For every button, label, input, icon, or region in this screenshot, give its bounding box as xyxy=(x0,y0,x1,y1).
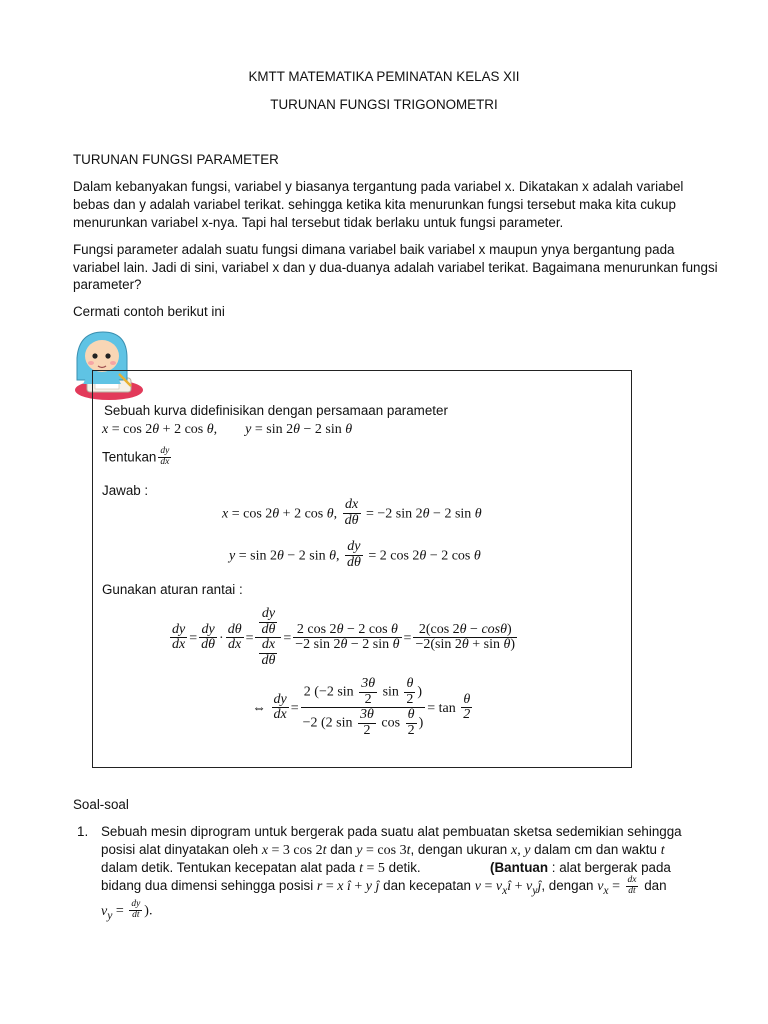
parametric-equations: x = cos 2θ + 2 cos θ, y = sin 2θ − 2 sin θ xyxy=(102,422,353,437)
equation-chain-rule: $\frac{dy}{dx}$ = $\frac{dy}{d\theta}$ · $\frac{d\theta}{dx}$ = $\frac{\frac{dy}{d\theta}}{\frac{dx}{d\theta}}$ = $\frac{\text{2 cos 2θ − 2 cos θ}}{\text{−2 sin 2θ − 2 sin θ}}$ = $\frac{2(\cos 2\theta - \cos\theta)}{\text{−2(sin 2θ + sin θ)}}$ xyxy=(172,606,516,669)
paragraph-line: bebas dan y adalah variabel terikat. sehingga ketika kita menurunkan fungsi tersebut maka kita cukup xyxy=(73,197,676,212)
paragraph-line: parameter? xyxy=(73,277,142,292)
exercise-text: dan xyxy=(330,842,353,857)
exercise-line: dalam detik. Tentukan kecepatan alat pada t = 5 detik. xyxy=(101,860,421,876)
jawab-label: Jawab : xyxy=(102,483,149,498)
exercise-line: $v_y$ = $\frac{dy}{dt}$ ). xyxy=(101,899,153,922)
example-statement: Sebuah kurva didefinisikan dengan persamaan parameter xyxy=(104,403,448,418)
exercise-heading: Soal-soal xyxy=(73,797,129,812)
paragraph-line: Dalam kebanyakan fungsi, variabel y biasanya tergantung pada variabel x. Dikatakan x adalah variabel xyxy=(73,179,684,194)
exercise-text: dalam detik. Tentukan kecepatan alat pada xyxy=(101,860,356,875)
paragraph-line: Fungsi parameter adalah suatu fungsi dimana variabel baik variabel x maupun ynya bergantung pada xyxy=(73,242,675,257)
example-intro: Cermati contoh berikut ini xyxy=(73,304,225,319)
exercise-text: posisi alat dinyatakan oleh xyxy=(101,842,259,857)
exercise-text: dalam cm dan waktu xyxy=(534,842,657,857)
page-title: KMTT MATEMATIKA PEMINATAN KELAS XII xyxy=(248,69,520,84)
exercise-text: dan kecepatan xyxy=(383,878,471,894)
exercise-text: bidang dua dimensi sehingga posisi xyxy=(101,878,314,894)
paragraph-line: variabel lain. Jadi di sini, variabel x dan y dua-duanya adalah variabel terikat. Bagaimana menurunkan fungsi xyxy=(73,260,718,275)
task-line: Tentukan $\frac{dy}{dx}$ xyxy=(102,446,170,467)
exercise-line: Sebuah mesin diprogram untuk bergerak pada suatu alat pembuatan sketsa sedemikian sehingga xyxy=(101,824,682,839)
paragraph-line: menurunkan variabel x-nya. Tapi hal tersebut tidak berlaku untuk fungsi parameter. xyxy=(73,215,564,230)
equation-result: ⇔ $\frac{dy}{dx}$ = 2 (−2 sin $\frac{3\theta}{2}$ sin $\frac{\theta}{2}$ ) −2 (2 sin $\frac{3\theta}{2}$ cos $\frac{\theta}{2}$ ) = tan $\frac{\theta}{2}$ xyxy=(252,676,471,739)
tentukan-label: Tentukan xyxy=(102,449,157,465)
hint-line xyxy=(490,859,671,877)
exercise-line: posisi alat dinyatakan oleh x = 3 cos 2t dan y = cos 3t, dengan ukuran x, y dalam cm dan waktu t xyxy=(101,842,665,858)
equation-dy-dtheta: y = sin 2θ − 2 sin θ, $\frac{dy}{d\theta}$ = 2 cos 2θ − 2 cos θ xyxy=(229,539,481,570)
exercise-line: bidang dua dimensi sehingga posisi r = x î + y ĵ dan kecepatan $v = v_xî$ + $v_yĵ$, dengan $v_x$ = $\frac{dx}{dt}$ dan xyxy=(101,875,667,897)
exercise-text: dan xyxy=(644,878,667,894)
exercise-text: , dengan xyxy=(541,878,594,894)
hint-label: (Bantuan xyxy=(490,860,549,875)
exercise-text: , dengan ukuran xyxy=(410,842,508,857)
hint-text: : alat bergerak pada xyxy=(551,860,671,875)
chain-rule-label: Gunakan aturan rantai : xyxy=(102,582,243,597)
page-subtitle: TURUNAN FUNGSI TRIGONOMETRI xyxy=(270,97,498,112)
section-heading: TURUNAN FUNGSI PARAMETER xyxy=(73,152,279,167)
exercise-text: detik. xyxy=(388,860,421,875)
exercise-number: 1. xyxy=(77,824,89,839)
equation-dx-dtheta: x = cos 2θ + 2 cos θ, $\frac{dx}{d\theta}$ = −2 sin 2θ − 2 sin θ xyxy=(222,497,482,528)
